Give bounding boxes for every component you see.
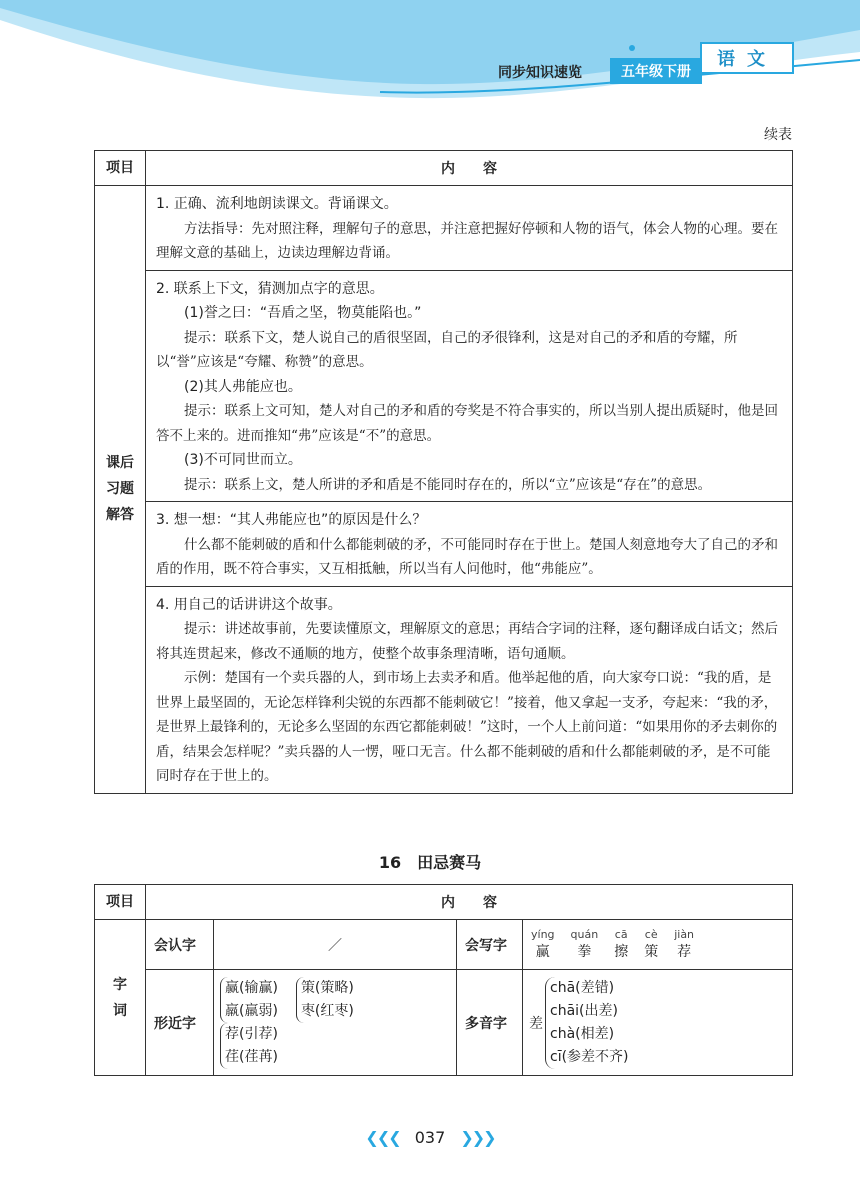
example-text: 示例：楚国有一个卖兵器的人，到市场上去卖矛和盾。他举起他的盾，向大家夸口说：“我的盾，是世界上最坚固的，无论怎样锋利尖锐的东西都不能刺破它！”接着，他又拿起一支矛，夸起来：“我的矛，是世界上最锋利的，无论多么坚固的东西它都能刺破！”这时，一个人上前问道：“如果用你的矛去刺你的盾，结果会怎样呢？”卖兵器的人一愣，哑口无言。什么都不能刺破的盾和什么都能刺破的矛，是不可能同时存在于世上的。 bbox=[156, 670, 778, 784]
write-chars bbox=[523, 920, 793, 970]
subject-badge: 语文 bbox=[700, 42, 794, 74]
page-footer bbox=[0, 1128, 860, 1147]
section-4 bbox=[146, 586, 793, 793]
write-char: quán 拳 bbox=[570, 928, 599, 960]
write-char: cè 策 bbox=[644, 928, 659, 960]
polyphone-readings: chā(差错) chāi(出差) chà(相差) cī(参差不齐) bbox=[545, 977, 629, 1069]
question-line: (2)其人弗能应也。 bbox=[184, 378, 302, 395]
question-line: (1)誉之曰：“吾盾之坚，物莫能陷也。” bbox=[184, 305, 422, 321]
chevron-right-icon: ❯❯❯ bbox=[460, 1128, 495, 1147]
table-row bbox=[95, 586, 793, 793]
section-1 bbox=[146, 186, 793, 271]
hint-line: 提示：联系下文，楚人说自己的盾很坚固，自己的矛很锋利，这是对自己的矛和盾的夸耀，所以“誉”应该是“夸耀、称赞”的意思。 bbox=[156, 329, 738, 370]
continued-label: 续表 bbox=[764, 127, 792, 143]
lesson-title: 16 田忌赛马 bbox=[378, 853, 482, 872]
vocabulary-table bbox=[94, 884, 793, 1076]
similar-group: 荐(引荐) 荏(荏苒) bbox=[220, 1023, 305, 1069]
recognize-value: ／ bbox=[214, 920, 457, 970]
table-row bbox=[95, 920, 793, 970]
table-row bbox=[95, 186, 793, 271]
write-char: yíng 赢 bbox=[531, 928, 555, 960]
write-char: cā 擦 bbox=[614, 928, 629, 960]
hint-line: 提示：讲述故事前，先要读懂原文，理解原文的意思；再结合字词的注释，逐句翻译成白话文；然后将其连贯起来，修改不通顺的地方，使整个故事条理清晰，语句通顺。 bbox=[156, 621, 778, 662]
hint-line: 提示：联系上文可知，楚人对自己的矛和盾的夸奖是不符合事实的，所以当别人提出质疑时，他是回答不上来的。进而推知“弗”应该是“不”的意思。 bbox=[156, 403, 778, 444]
table-header-row bbox=[95, 885, 793, 920]
grade-badge: 五年级下册 bbox=[610, 58, 702, 84]
polyphone-label: 多音字 bbox=[457, 970, 523, 1076]
question-line: (3)不可同世而立。 bbox=[184, 452, 302, 468]
col-project-header: 项目 bbox=[95, 885, 146, 920]
section-2 bbox=[146, 270, 793, 502]
polyphone-chars bbox=[523, 970, 793, 1076]
chevron-left-icon: ❮❮❮ bbox=[365, 1128, 400, 1147]
section-title: 4. 用自己的话讲讲这个故事。 bbox=[156, 596, 342, 613]
write-label: 会写字 bbox=[457, 920, 523, 970]
section-3 bbox=[146, 502, 793, 587]
table-row bbox=[95, 502, 793, 587]
table-row bbox=[95, 270, 793, 502]
polyphone-char: 差 bbox=[529, 1015, 543, 1032]
section-title: 1. 正确、流利地朗读课文。背诵课文。 bbox=[156, 196, 398, 212]
section-title: 3. 想一想：“其人弗能应也”的原因是什么？ bbox=[156, 512, 427, 528]
similar-group: 赢(输赢) 羸(羸弱) bbox=[220, 977, 278, 1023]
recognize-label: 会认字 bbox=[146, 920, 214, 970]
similar-label: 形近字 bbox=[146, 970, 214, 1076]
section-text: 什么都不能刺破的盾和什么都能刺破的矛，不可能同时存在于世上。楚国人刻意地夸大了自己的矛和盾的作用，既不符合事实，又互相抵触，所以当有人问他时，他“弗能应”。 bbox=[156, 536, 778, 577]
series-label: 同步知识速览 bbox=[498, 65, 582, 81]
exercise-answers-table bbox=[94, 150, 793, 794]
row-label-vocab: 字词 bbox=[95, 920, 146, 1076]
write-char: jiàn 荐 bbox=[674, 928, 695, 960]
col-content-header: 内 容 bbox=[146, 885, 793, 920]
similar-group: 策(策略) 枣(红枣) bbox=[296, 977, 354, 1023]
similar-chars bbox=[214, 970, 457, 1076]
section-text: 方法指导：先对照注释，理解句子的意思，并注意把握好停顿和人物的语气，体会人物的心理。要在理解文意的基础上，边读边理解边背诵。 bbox=[156, 220, 778, 261]
col-content-header: 内 容 bbox=[146, 151, 793, 186]
table-row bbox=[95, 970, 793, 1076]
page-number: 037 bbox=[414, 1128, 446, 1147]
row-label-exercises: 课后习题解答 bbox=[95, 186, 146, 794]
table-header-row bbox=[95, 151, 793, 186]
col-project-header: 项目 bbox=[95, 151, 146, 186]
section-title: 2. 联系上下文，猜测加点字的意思。 bbox=[156, 280, 384, 297]
hint-line: 提示：联系上文，楚人所讲的矛和盾是不能同时存在的，所以“立”应该是“存在”的意思。 bbox=[184, 476, 712, 493]
